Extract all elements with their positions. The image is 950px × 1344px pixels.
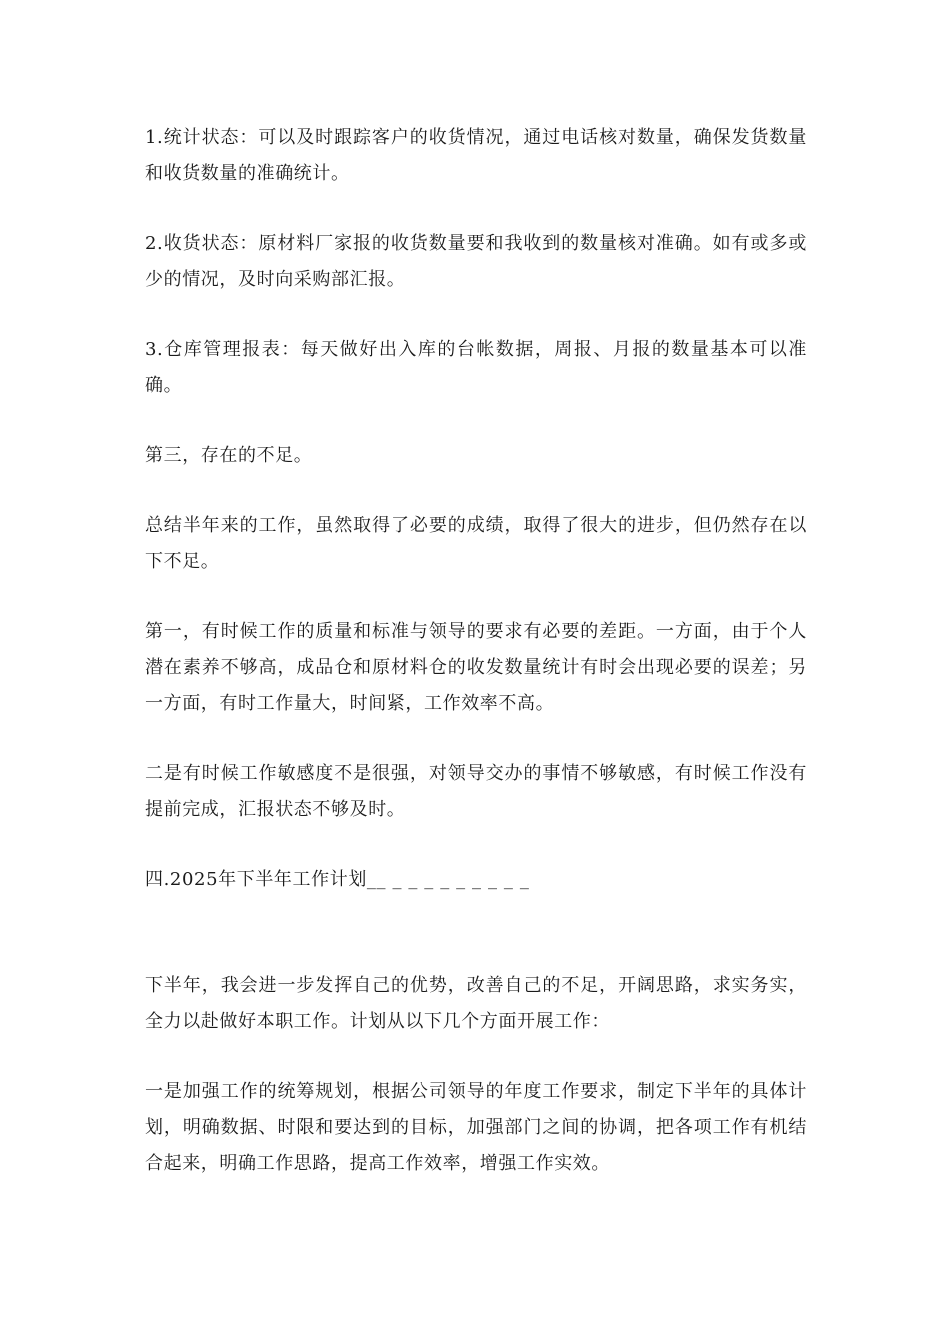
paragraph-summary: 总结半年来的工作，虽然取得了必要的成绩，取得了很大的进步，但仍然存在以下不足。: [145, 515, 807, 572]
paragraph-receiving-status: 2.收货状态：原材料厂家报的收货数量要和我收到的数量核对准确。如有或多或少的情况，及时向采购部汇报。: [145, 233, 807, 290]
paragraph-plan-intro: 下半年，我会进一步发挥自己的优势，改善自己的不足，开阔思路，求实务实，全力以赴做好本职工作。计划从以下几个方面开展工作：: [145, 975, 807, 1032]
paragraph-statistics-status: 1.统计状态：可以及时跟踪客户的收货情况，通过电话核对数量，确保发货数量和收货数量的准确统计。: [145, 127, 807, 184]
section-heading-shortcomings: 第三，存在的不足。: [145, 445, 313, 466]
paragraph-warehouse-report: 3.仓库管理报表：每天做好出入库的台帐数据，周报、月报的数量基本可以准确。: [145, 339, 807, 396]
document-page: [145, 120, 807, 1216]
paragraph-first-shortcoming: 第一，有时候工作的质量和标准与领导的要求有必要的差距。一方面，由于个人潜在素养不够高，成品仓和原材料仓的收发数量统计有时会出现必要的误差；另一方面，有时工作量大，时间紧，工作效率不高。: [145, 621, 807, 714]
section-heading-plan: 四.2025年下半年工作计划__ _ _ _ _ _ _ _ _ _: [145, 869, 530, 890]
paragraph-plan-first: 一是加强工作的统筹规划，根据公司领导的年度工作要求，制定下半年的具体计划，明确数据、时限和要达到的目标，加强部门之间的协调，把各项工作有机结合起来，明确工作思路，提高工作效率，增强工作实效。: [145, 1081, 807, 1174]
paragraph-second-shortcoming: 二是有时候工作敏感度不是很强，对领导交办的事情不够敏感，有时候工作没有提前完成，汇报状态不够及时。: [145, 763, 807, 820]
